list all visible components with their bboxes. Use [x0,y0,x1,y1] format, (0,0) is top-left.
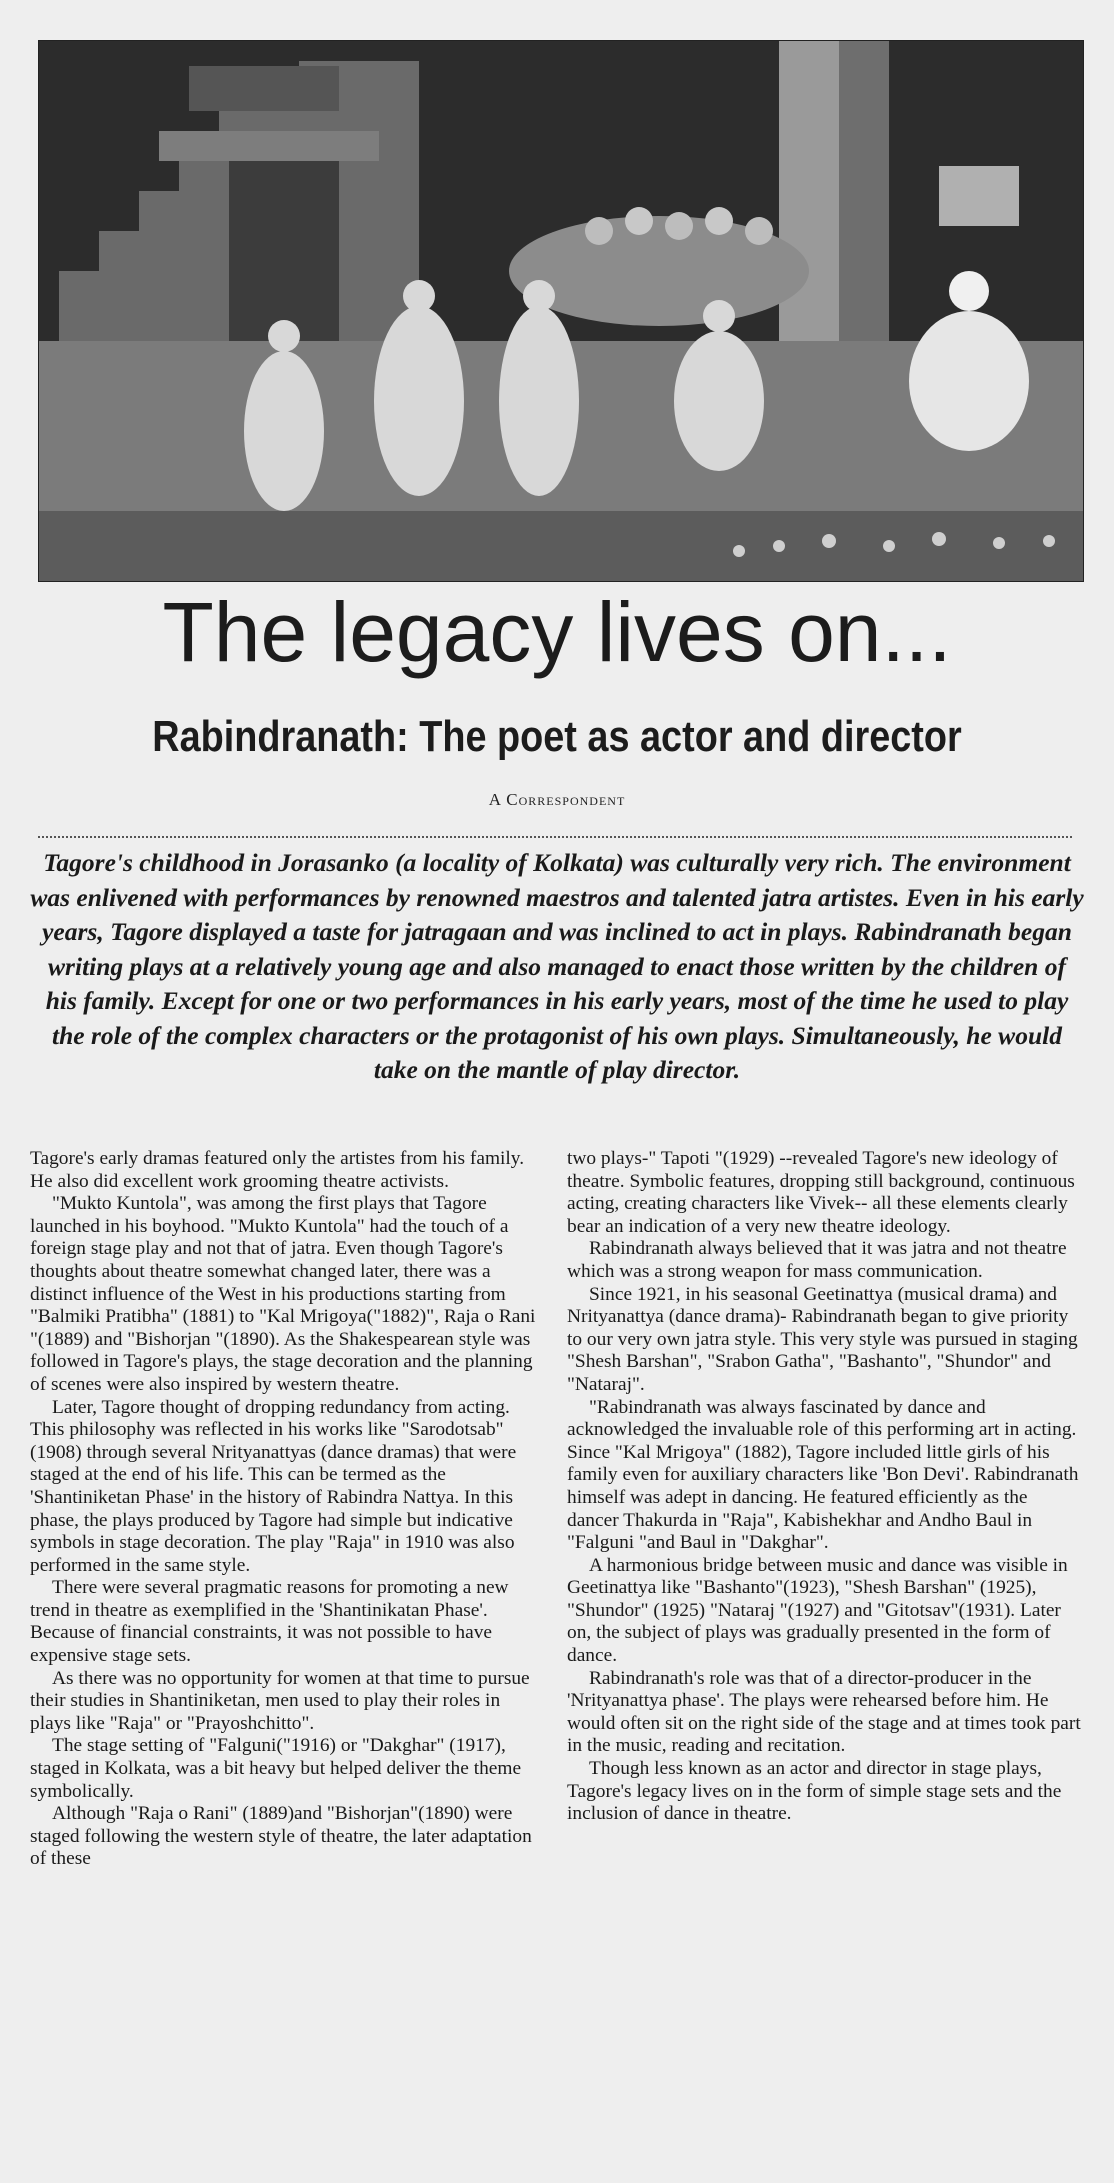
right-column [567,1148,1082,1826]
headline: The legacy lives on... [162,585,952,679]
paragraph: "Rabindranath was always fascinated by dance and acknowledged the invaluable role of this performing art in acting. Since "Kal Mrigoya" (1882), Tagore included little girls of his family even for auxiliary characters like 'Bon Devi'. Rabindranath himself was adept in dancing. He featured efficiently as the dancer Thakurda in "Raja", Kabishekhar and Andho Baul in "Falguni "and Baul in "Dakghar". [567,1396,1079,1554]
paragraph: Though less known as an actor and director in stage plays, Tagore's legacy lives on in the form of simple stage sets and the inclusion of dance in theatre. [567,1758,1062,1825]
left-column [30,1148,545,1871]
paragraph: Later, Tagore thought of dropping redundancy from acting. This philosophy was reflected in his works like "Sarodotsab" (1908) through several Nrityanattyas (dance dramas) that were staged at the end of his life. This can be termed as the 'Shantiniketan Phase' in the history of Rabindra Nattya. In this phase, the plays produced by Tagore had simple but indicative symbols in stage decoration. The play "Raja" in 1910 was also performed in the same style. [30,1396,517,1576]
paragraph: Rabindranath's role was that of a director-producer in the 'Nrityanattya phase'. The plays were rehearsed before him. He would often sit on the right side of the stage and at times took part in the music, reading and recitation. [567,1667,1081,1757]
paragraph: The stage setting of "Falguni("1916) or "Dakghar" (1917), staged in Kolkata, was a bit heavy but helped deliver the theme symbolically. [30,1735,522,1802]
paragraph: There were several pragmatic reasons for promoting a new trend in theatre as exemplified in the 'Shantinikatan Phase'. Because of financial constraints, it was not possible to have expensive stage sets. [30,1577,509,1667]
paragraph: Rabindranath always believed that it was jatra and not theatre which was a strong weapon for mass communication. [567,1238,1067,1282]
paragraph: two plays-" Tapoti "(1929) --revealed Tagore's new ideology of theatre. Symbolic features, dropping still background, continuous acting, creating characters like Vivek-- all these elements clearly bear an indication of a very new theatre ideology. [567,1148,1075,1237]
byline: A Correspondent [488,790,626,809]
paragraph: As there was no opportunity for women at that time to pursue their studies in Shantiniketan, men used to play their roles in plays like "Raja" or "Prayoshchitto". [30,1667,530,1734]
paragraph: Although "Raja o Rani" (1889)and "Bishorjan"(1890) were staged following the western style of theatre, the later adaptation of these [30,1803,532,1870]
photo-illustration [39,41,1083,581]
paragraph: A harmonious bridge between music and dance was visible in Geetinattya like "Bashanto"(1923), "Shesh Barshan" (1925), "Shundor" (1925) "Nataraj "(1927) and "Gitotsav"(1931). Later on, the subject of plays was gradually presented in the form of dance. [567,1554,1068,1667]
intro-paragraph: Tagore's childhood in Jorasanko (a locality of Kolkata) was culturally very rich. The environment was enlivened with performances by renowned maestros and talented jatra artistes. Even in his early years, Tagore displayed a taste for jatragaan and was inclined to act in plays. Rabindranath began writing plays at a relatively young age and also managed to enact those written by the children of his family. Except for one or two performances in his early years, most of the time he used to play the role of the complex characters or the protagonist of his own plays. Simultaneously, he would take on the mantle of play director. [30,848,1084,1084]
dotted-divider [38,836,1072,838]
paragraph: "Mukto Kuntola", was among the first plays that Tagore launched in his boyhood. "Mukto Kuntola" had the touch of a foreign stage play and not that of jatra. Even though Tagore's thoughts about theatre somewhat changed later, there was a distinct influence of the West in his productions starting from "Balmiki Pratibha" (1881) to "Kal Mrigoya("1882)", Raja o Rani "(1889) and "Bishorjan "(1890). As the Shakespearean style was followed in Tagore's plays, the stage decoration and the planning of scenes were also inspired by western theatre. [30,1193,536,1395]
stage-performance-photo [38,40,1084,582]
subheadline: Rabindranath: The poet as actor and director [152,712,962,761]
paragraph: Tagore's early dramas featured only the artistes from his family. He also did excellent work grooming theatre activists. [30,1148,525,1192]
paragraph: Since 1921, in his seasonal Geetinattya (musical drama) and Nrityanattya (dance drama)- Rabindranath began to give priority to our very own jatra style. This very style was pursued in staging "Shesh Barshan", "Srabon Gatha", "Bashanto", "Shundor" and "Nataraj". [567,1283,1078,1395]
